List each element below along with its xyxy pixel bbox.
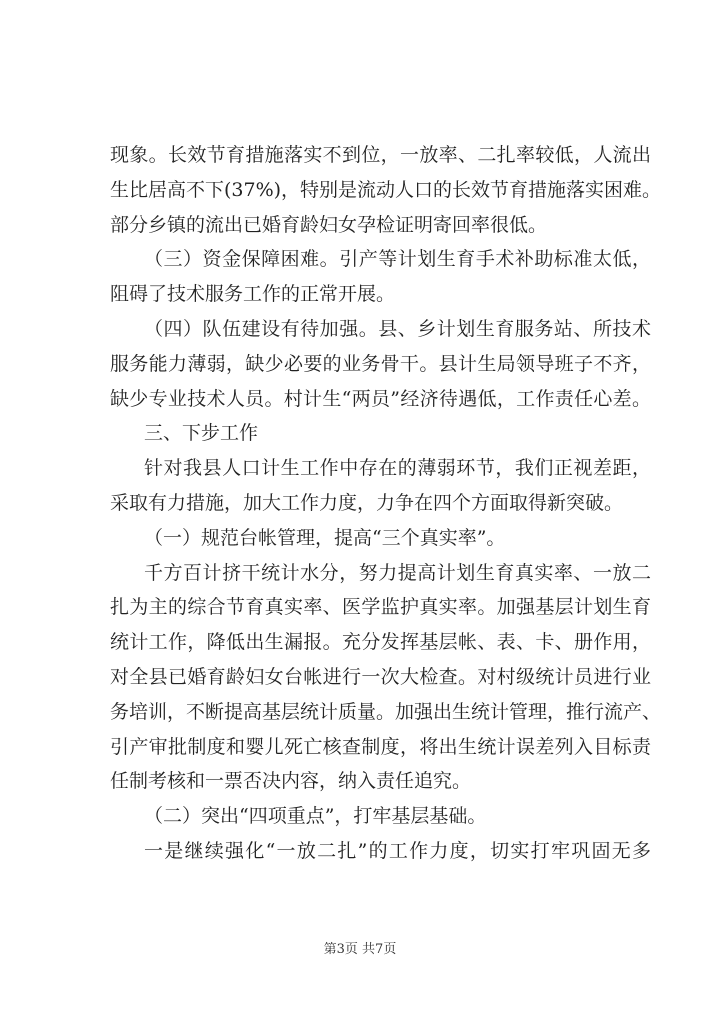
text-line: 引产审批制度和婴儿死亡核查制度，将出生统计误差列入目标责 [110,735,651,758]
text-line: （二）突出“四项重点”，打牢基层基础。 [144,805,487,828]
text-line: 千方百计挤干统计水分，努力提高计划生育真实率、一放二 [144,561,651,584]
text-line: 阻碍了技术服务工作的正常开展。 [110,283,396,306]
text-line: 服务能力薄弱，缺少必要的业务骨干。县计生局领导班子不齐， [110,352,651,375]
text-line: 务培训，不断提高基层统计质量。加强出生统计管理，推行流产、 [110,700,662,723]
text-line: 现象。长效节育措施落实不到位，一放率、二扎率较低，人流出 [110,144,651,166]
page-footer: 第3页 共7页 [323,942,397,957]
text-line: 三、下步工作 [144,422,259,445]
text-line: 缺少专业技术人员。村计生“两员”经济待遇低，工作责任心差。 [110,387,651,410]
text-line: （三）资金保障困难。引产等计划生育手术补助标准太低， [144,248,651,271]
text-line: 生比居高不下(37%)，特别是流动人口的长效节育措施落实困难。 [110,178,662,201]
text-line: （一）规范台帐管理，提高“三个真实率”。 [144,526,506,549]
document-body [110,138,662,869]
text-line: 任制考核和一票否决内容，纳入责任追究。 [110,770,472,793]
text-line: 采取有力措施，加大工作力度，力争在四个方面取得新突破。 [110,491,624,514]
text-line: 针对我县人口计生工作中存在的薄弱环节，我们正视差距， [144,457,651,480]
text-line: 对全县已婚育龄妇女台帐进行一次大检查。对村级统计员进行业 [110,665,651,688]
text-line: 部分乡镇的流出已婚育龄妇女孕检证明寄回率很低。 [110,213,548,236]
text-line: 扎为主的综合节育真实率、医学监护真实率。加强基层计划生育 [110,596,651,619]
text-line: （四）队伍建设有待加强。县、乡计划生育服务站、所技术 [144,317,651,340]
text-line: 统计工作，降低出生漏报。充分发挥基层帐、表、卡、册作用， [110,631,651,654]
text-line: 一是继续强化“一放二扎”的工作力度，切实打牢巩固无多 [144,839,651,862]
